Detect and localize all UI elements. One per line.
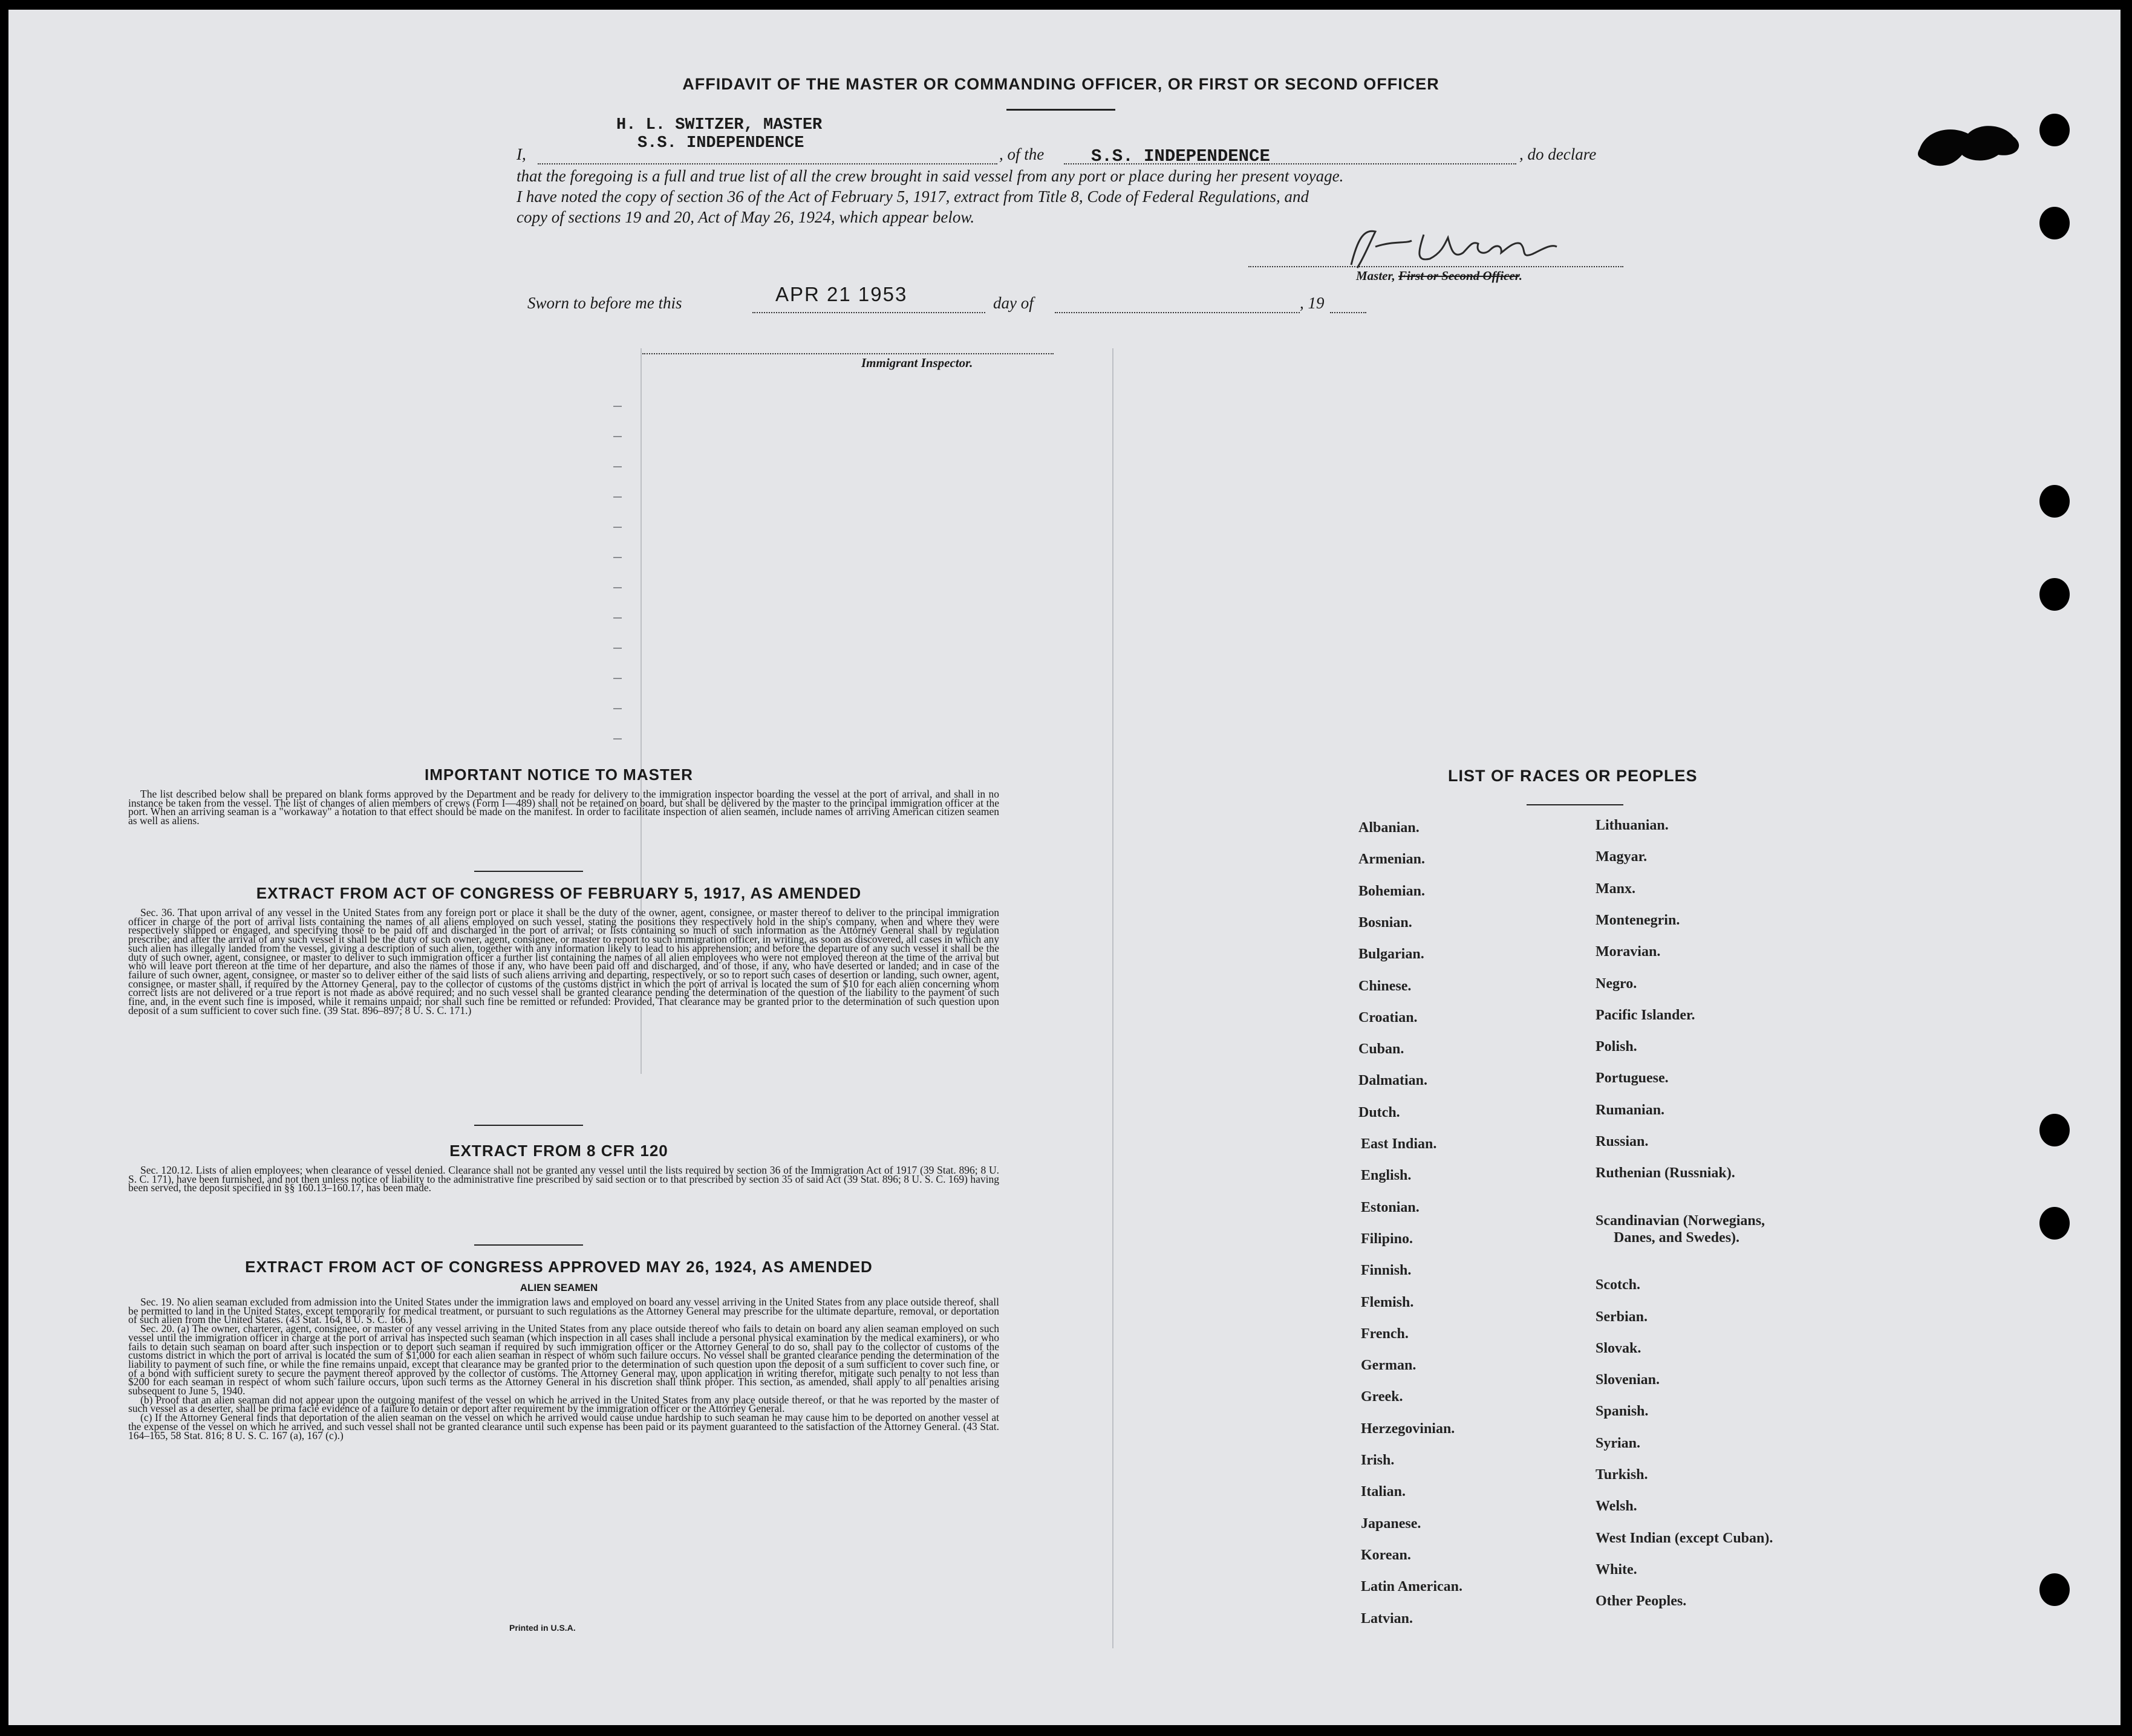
title-rule bbox=[1006, 109, 1115, 111]
punch-hole bbox=[2039, 1114, 2070, 1146]
tick-mark bbox=[613, 466, 622, 467]
section-rule bbox=[474, 871, 583, 872]
affidavit-title: AFFIDAVIT OF THE MASTER OR COMMANDING OFFICER, OR FIRST OR SECOND OFFICER bbox=[682, 75, 1439, 93]
sec-20c-paragraph: (c) If the Attorney General finds that deportation of the alien seaman on the vessel on which he arrived would cause undue hardship to such seaman he may cause him to be deported on another vessel at the expense of the vessel on which he arrived, and such vessel shall not be granted clearance until such expense has been paid or its payment guaranteed to the satisfaction of the Attorney General. (43 Stat. 164–165, 58 Stat. 816; 8 U. S. C. 167 (a), 167 (c).) bbox=[128, 1411, 999, 1442]
race-item: Irish. bbox=[1361, 1452, 1395, 1468]
race-item: English. bbox=[1361, 1168, 1412, 1184]
race-item: Polish. bbox=[1596, 1039, 1637, 1055]
race-item: Bosnian. bbox=[1358, 914, 1412, 931]
section-rule bbox=[474, 1244, 583, 1246]
master-signature bbox=[1339, 216, 1593, 277]
race-item: Bohemian. bbox=[1358, 883, 1426, 899]
punch-hole bbox=[2039, 1573, 2070, 1606]
race-item: Pacific Islander. bbox=[1596, 1007, 1695, 1023]
race-item: Lithuanian. bbox=[1596, 818, 1669, 833]
sec-19-paragraph: Sec. 19. No alien seaman excluded from admission into the United States under the immigration laws and employed on board any vessel arriving in the United States from any place outside thereof, shall be permitted to land in the United States, except temporarily for medical treatment, or pursuant to such regulations as the Attorney General may prescribe for the ultimate departure, removal, or deportation of such alien from the United States. (43 Stat. 164, 8 U. S. C. 166.) bbox=[128, 1296, 999, 1326]
race-item: French. bbox=[1361, 1325, 1409, 1342]
tick-mark bbox=[613, 527, 622, 528]
tick-mark bbox=[613, 436, 622, 437]
tick-mark bbox=[613, 587, 622, 588]
document-page bbox=[8, 10, 2121, 1725]
printed-in-usa: Printed in U.S.A. bbox=[509, 1623, 576, 1633]
typed-master-name: H. L. SWITZER, MASTER bbox=[616, 116, 823, 134]
race-item: Korean. bbox=[1361, 1547, 1411, 1563]
tick-mark bbox=[613, 708, 622, 709]
race-item: Scotch. bbox=[1596, 1277, 1640, 1293]
typed-vessel: S.S. INDEPENDENCE bbox=[1091, 146, 1270, 166]
race-item: Slovenian. bbox=[1596, 1372, 1660, 1388]
race-item: Other Peoples. bbox=[1596, 1593, 1687, 1610]
race-item: Negro. bbox=[1596, 975, 1637, 992]
of-the-label: , of the bbox=[999, 145, 1045, 163]
race-item: Filipino. bbox=[1361, 1230, 1413, 1247]
column-rule bbox=[1112, 348, 1113, 1648]
race-item: Ruthenian (Russniak). bbox=[1596, 1165, 1735, 1182]
extract-cfr-body: Sec. 120.12. Lists of alien employees; when clearance of vessel denied. Clearance shall not be granted any vessel until the lists required by section 36 of the Immigration Act of 1917 (39 Stat. 896; 8 U. S. C. 171), have been furnished, and not then unless notice of liability to the administrative fine prescribed by said section or to that prescribed by section 35 of said Act (39 Stat. 896; 8 U. S. C. 169) having been served, the deposit specified in §§ 160.13–160.17, has been made. bbox=[128, 1164, 999, 1194]
race-item: Finnish. bbox=[1361, 1263, 1412, 1279]
notice-title: IMPORTANT NOTICE TO MASTER bbox=[425, 766, 693, 784]
race-item: Montenegrin. bbox=[1596, 912, 1680, 928]
race-item: Greek. bbox=[1361, 1389, 1403, 1405]
race-item: Scandinavian (Norwegians, bbox=[1596, 1212, 1765, 1229]
race-item: Portuguese. bbox=[1596, 1070, 1669, 1087]
day-of-label: day of bbox=[993, 294, 1034, 312]
alien-seamen-subtitle: ALIEN SEAMEN bbox=[520, 1282, 598, 1293]
struck-officer-label: First or Second Officer bbox=[1398, 268, 1519, 283]
punch-hole bbox=[2039, 114, 2070, 146]
extract-1924-body bbox=[128, 1298, 999, 1440]
tick-mark bbox=[613, 738, 622, 740]
tick-mark bbox=[613, 678, 622, 679]
race-item: Magyar. bbox=[1596, 849, 1648, 865]
do-declare-label: , do declare bbox=[1519, 145, 1597, 163]
master-label: Master, bbox=[1356, 268, 1399, 283]
race-item: Latin American. bbox=[1361, 1579, 1462, 1595]
master-caption bbox=[1356, 268, 1522, 284]
race-item: Dutch. bbox=[1358, 1104, 1400, 1120]
race-item: Estonian. bbox=[1361, 1199, 1420, 1215]
race-item: Welsh. bbox=[1596, 1498, 1637, 1515]
affidavit-line-4: copy of sections 19 and 20, Act of May 26, 1924, which appear below. bbox=[517, 208, 975, 226]
race-item: Chinese. bbox=[1358, 978, 1412, 994]
extract-cfr-title: EXTRACT FROM 8 CFR 120 bbox=[449, 1142, 668, 1160]
tick-mark bbox=[613, 496, 622, 498]
race-item: Albanian. bbox=[1358, 820, 1420, 836]
race-item: East Indian. bbox=[1361, 1136, 1437, 1152]
sworn-label: Sworn to before me this bbox=[527, 294, 682, 312]
year-dotted-line bbox=[1330, 312, 1366, 313]
signature-dotted-line bbox=[1248, 266, 1623, 267]
name-dotted-line bbox=[538, 163, 997, 164]
tick-mark bbox=[613, 617, 622, 619]
race-item: Armenian. bbox=[1358, 851, 1425, 868]
sec-20a-paragraph: Sec. 20. (a) The owner, charterer, agent, consignee, or master of any vessel arriving in the United States from any place outside thereof who fails to detain on board any alien seaman employed on such vessel until the immigration officer in charge at the port of arrival has inspected such seaman (which inspection in all cases shall include a personal physical examination by the medical examiners), or who fails to detain such seaman on board after such inspection or to deport such seaman if required by such immigration officer or the Attorney General to do so, shall pay to the collector of customs of the customs district in which the port of arrival is located the sum of $1,000 for each alien seaman in respect of whom such failure occurs. No vessel shall be granted clearance pending the determination of the liability to payment of such fine, or while the fine remains unpaid, except that clearance may be granted prior to the determination of such question upon the deposit of a sum sufficient to cover such fine, or of a bond with sufficient surety to secure the payment thereof approved by the collector of customs. The Attorney General may, upon application in writing therefor, mitigate such penalty to not less than $200 for each seaman in respect of whom such failure occurs, upon such terms as the Attorney General in his discretion shall think proper. This section, as amended, shall apply to all penalties arising subsequent to June 5, 1940. bbox=[128, 1322, 999, 1397]
punch-hole bbox=[2039, 485, 2070, 518]
inspector-dotted-line bbox=[642, 353, 1054, 354]
year-label: , 19 bbox=[1300, 294, 1325, 312]
races-title: LIST OF RACES OR PEOPLES bbox=[1448, 767, 1698, 785]
race-item: Japanese. bbox=[1361, 1515, 1421, 1532]
punch-hole bbox=[2039, 1207, 2070, 1240]
race-item: Flemish. bbox=[1361, 1294, 1414, 1310]
notice-body: The list described below shall be prepared on blank forms approved by the Department and be ready for delivery to the immigration inspector boarding the vessel at the port of arrival, and shall in no instance be taken from the vessel. The list of changes of alien members of crews (Form I—489) shall not be retained on board, but shall be delivered by the master to the principal immigration officer at the port. When an arriving seaman is a "workaway" a notation to that effect should be made on the manifest. In order to facilitate inspection of alien seamen, include names of arriving American citizen seamen as well as aliens. bbox=[128, 788, 999, 827]
race-item: Spanish. bbox=[1596, 1403, 1649, 1420]
race-item: German. bbox=[1361, 1357, 1416, 1374]
race-item: Turkish. bbox=[1596, 1467, 1648, 1483]
tick-mark bbox=[613, 648, 622, 649]
extract-1924-title: EXTRACT FROM ACT OF CONGRESS APPROVED MAY 26, 1924, AS AMENDED bbox=[245, 1258, 873, 1276]
race-item: Danes, and Swedes). bbox=[1614, 1229, 1740, 1246]
race-item: Italian. bbox=[1361, 1484, 1406, 1500]
race-item: White. bbox=[1596, 1561, 1637, 1578]
sworn-date-stamp: APR 21 1953 bbox=[775, 283, 908, 305]
ink-blot bbox=[1914, 112, 2035, 179]
race-item: Slovak. bbox=[1596, 1340, 1641, 1356]
race-item: Manx. bbox=[1596, 880, 1635, 897]
affidavit-line-2: that the foregoing is a full and true list of all the crew brought in said vessel from any port or place during her present voyage. bbox=[517, 167, 1344, 185]
race-item: Rumanian. bbox=[1596, 1102, 1665, 1118]
sworn-date-dotted-line bbox=[752, 312, 985, 313]
race-item: Serbian. bbox=[1596, 1309, 1648, 1325]
inspector-label: Immigrant Inspector. bbox=[861, 356, 973, 370]
race-item: Herzegovinian. bbox=[1361, 1420, 1455, 1437]
race-item: West Indian (except Cuban). bbox=[1596, 1530, 1773, 1546]
races-rule bbox=[1527, 804, 1623, 805]
extract-1917-title: EXTRACT FROM ACT OF CONGRESS OF FEBRUARY 5, 1917, AS AMENDED bbox=[256, 884, 862, 902]
race-item: Dalmatian. bbox=[1358, 1073, 1427, 1089]
race-item: Syrian. bbox=[1596, 1435, 1641, 1451]
i-label: I, bbox=[517, 145, 526, 163]
typed-ship-name: S.S. INDEPENDENCE bbox=[637, 134, 804, 152]
race-item: Croatian. bbox=[1358, 1009, 1418, 1026]
punch-hole bbox=[2039, 207, 2070, 239]
affidavit-line-3: I have noted the copy of section 36 of the Act of February 5, 1917, extract from Title 8, Code of Federal Regulations, and bbox=[517, 187, 1309, 206]
extract-1917-body: Sec. 36. That upon arrival of any vessel in the United States from any foreign port or place it shall be the duty of the owner, agent, consignee, or master thereof to deliver to the principal immigration officer in charge of the port of arrival lists containing the names of all aliens employed on such vessel, stating the positions they respectively hold in the ship's company, when and where they were respectively shipped or engaged, and specifying those to be paid off and discharged in the port of arrival; or lists containing so much of such information as the Attorney General shall by regulation prescribe; and after the arrival of any such vessel it shall be the duty of such owner, agent, consignee, or master to report to such immigration officer, in writing, as soon as discovered, all cases in which any such alien has illegally landed from the vessel, giving a description of such alien, together with any information likely to lead to his apprehension; and before the departure of any such vessel it shall be the duty of such owner, agent, consignee, or master to deliver to such immigration officer a further list containing the names of all alien employees who were not employed thereon at the time of the arrival but who will leave port thereon at the time of her departure, and also the names of those if any, who have been paid off and discharged, and of those, if any, who have deserted or landed; and in case of the failure of such owner, agent, consignee, or master so to deliver either of the said lists of such aliens arriving and departing, respectively, or so to report such cases of desertion or landing, such owner, agent, consignee, or master shall, if required by the Attorney General, pay to the collector of customs of the customs district in which the port of arrival is located the sum of $10 for each alien concerning whom correct lists are not delivered or a true report is not made as above required; and no such vessel shall be granted clearance pending the determination of the question of the liability to the payment of such fine, and, in the event such fine is imposed, while it remains unpaid; nor shall such fine be remitted or refunded: Provided, That clearance may be granted prior to the determination of such question upon deposit of a sum sufficient to cover such fine. (39 Stat. 896–897; 8 U. S. C. 171.) bbox=[128, 906, 999, 1016]
tick-mark bbox=[613, 557, 622, 558]
punch-hole bbox=[2039, 578, 2070, 611]
sec-20b-paragraph: (b) Proof that an alien seaman did not appear upon the outgoing manifest of the vessel on which he arrived in the United States from any place outside thereof, or that he was reported by the master of such vessel as a deserter, shall be prima facie evidence of a failure to detain or deport after requirement by the immigration officer or the Attorney General. bbox=[128, 1393, 999, 1415]
section-rule bbox=[474, 1125, 583, 1126]
tick-mark bbox=[613, 406, 622, 407]
race-item: Cuban. bbox=[1358, 1041, 1404, 1058]
master-label-end: . bbox=[1519, 268, 1522, 283]
race-item: Bulgarian. bbox=[1358, 946, 1424, 963]
race-item: Latvian. bbox=[1361, 1610, 1413, 1627]
race-item: Russian. bbox=[1596, 1134, 1649, 1149]
race-item: Moravian. bbox=[1596, 944, 1661, 960]
month-dotted-line bbox=[1055, 312, 1300, 313]
